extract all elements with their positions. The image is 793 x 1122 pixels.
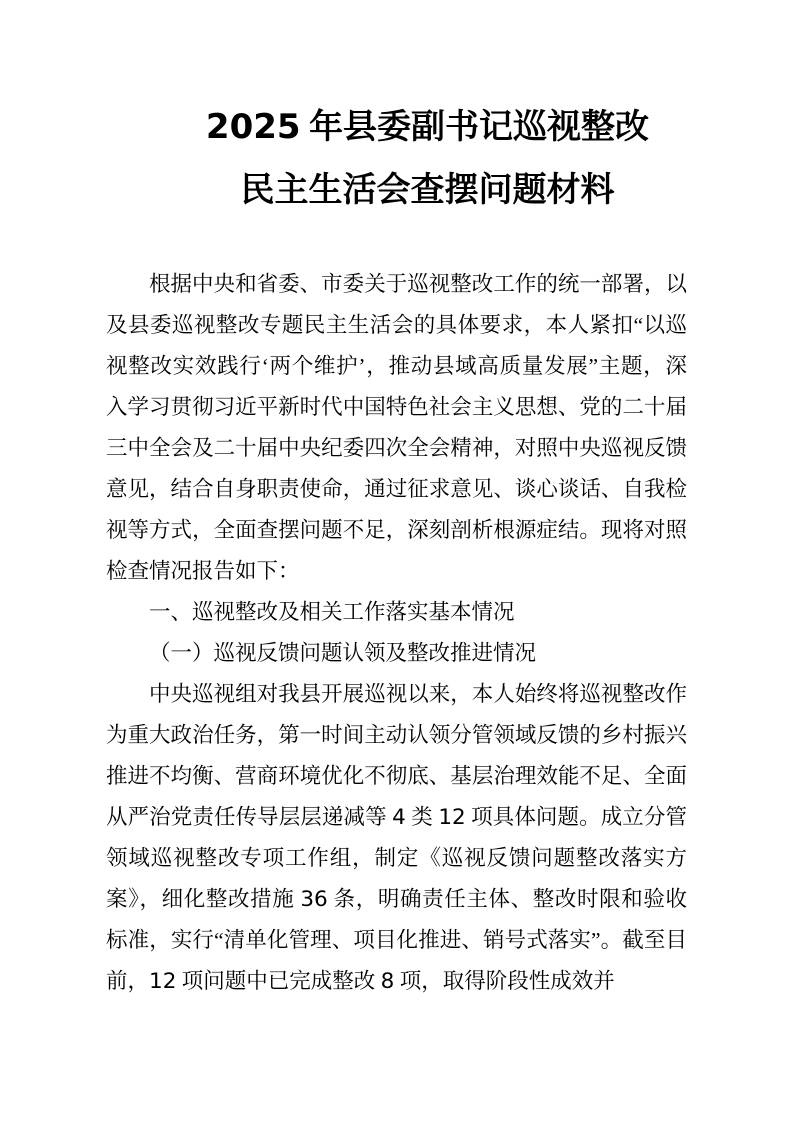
document-title-line-2: 民主生活会查摆问题材料 — [240, 172, 615, 209]
heading-section-1: 一、巡视整改及相关工作落实基本情况 — [149, 600, 515, 624]
paragraph-intro: 根据中央和省委、市委关于巡视整改工作的统一部署，以及县委巡视整改专题民主生活会的具体要求，本人紧扣“以巡视整改实效践行‘两个维护’，推动县域高质量发展”主题，深入学习贯彻习近平新时代中国特色社会主义思想、党的二十届三中全会及二十届中央纪委四次全会精神，对照中央巡视反馈意见，结合自身职责使命，通过征求意见、谈心谈话、自我检视等方式，全面查摆问题不足，深刻剖析根源症结。现将对照检查情况报告如下： — [106, 272, 687, 583]
document-title-line-1: 2025 年县委副书记巡视整改 — [205, 107, 650, 147]
heading-subsection-1-1: （一）巡视反馈问题认领及整改推进情况 — [149, 641, 537, 665]
document-title — [106, 96, 687, 222]
paragraph-rectification-progress: 中央巡视组对我县开展巡视以来，本人始终将巡视整改作为重大政治任务，第一时间主动认领分管领域反馈的乡村振兴推进不均衡、营商环境优化不彻底、基层治理效能不足、全面从严治党责任传导层层递减等 4 类 12 项具体问题。成立分管领域巡视整改专项工作组，制定《巡视反馈问题整改落实方案》，细化整改措施 36 条，明确责任主体、整改时限和验收标准，实行“清单化管理、项目化推进、销号式落实”。截至目前，12 项问题中已完成整改 8 项，取得阶段性成效并 — [106, 682, 687, 994]
